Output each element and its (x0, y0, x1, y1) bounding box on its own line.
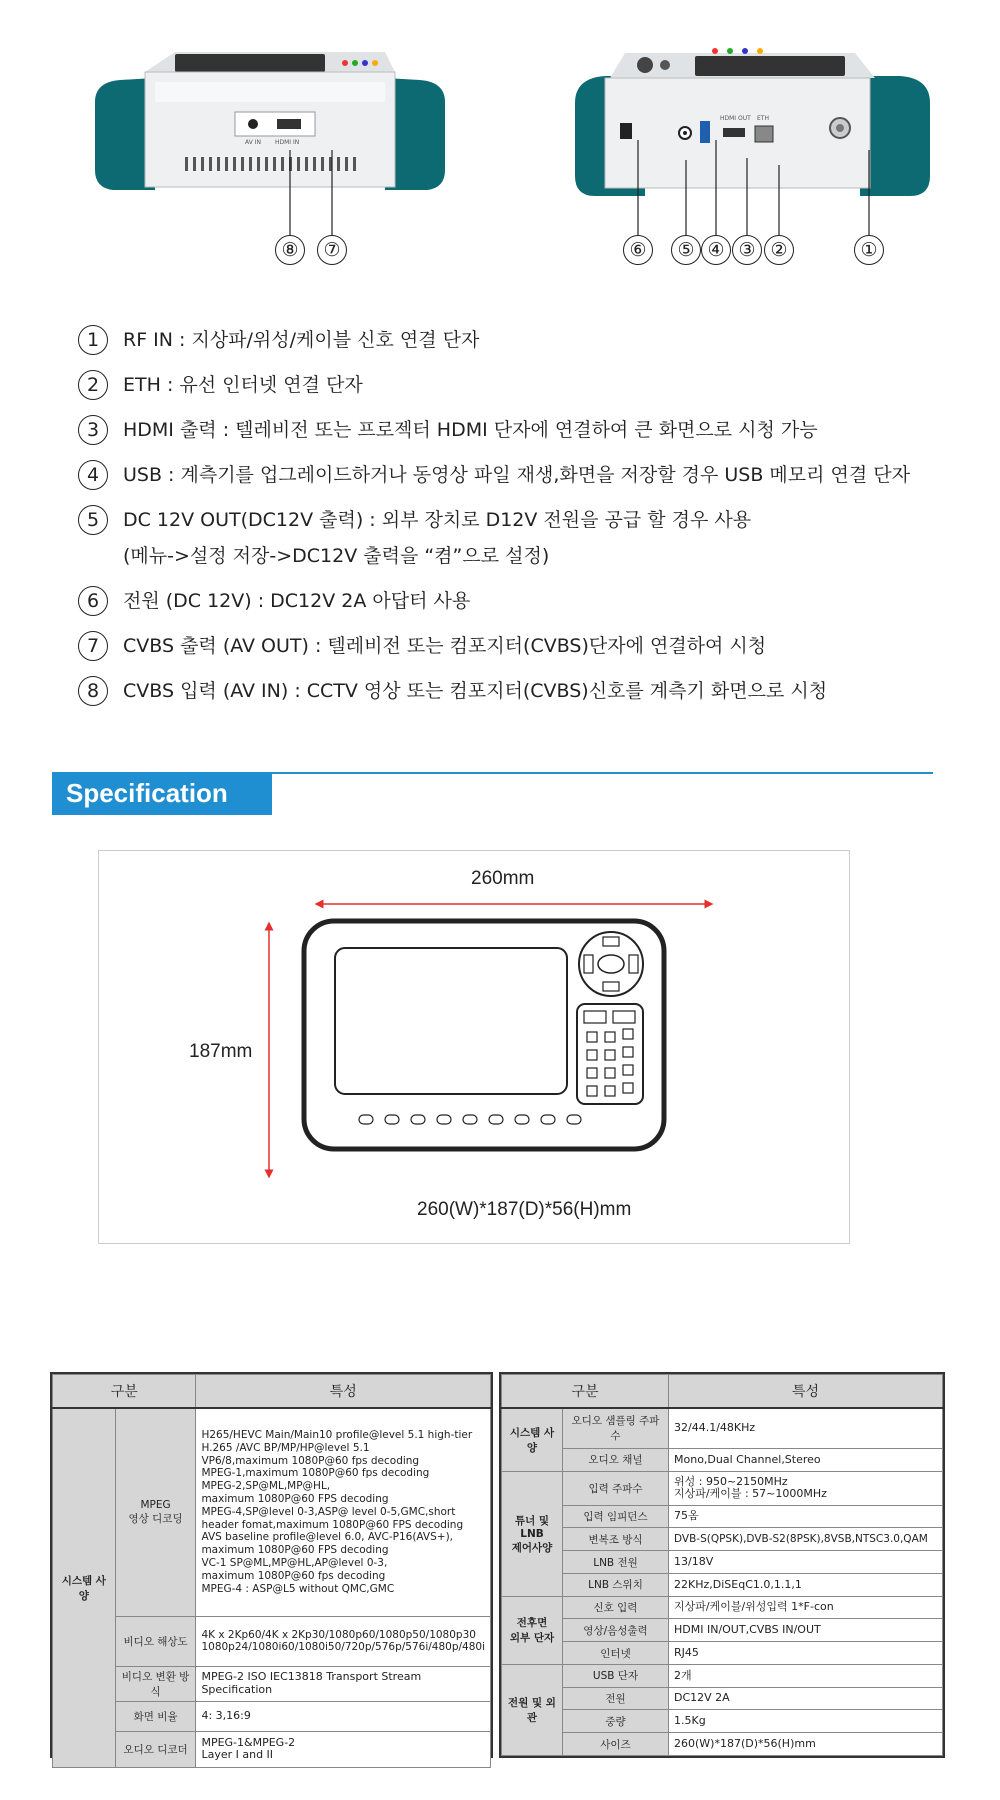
callout-3: ③ (732, 235, 762, 265)
port-item-3: 3 HDMI 출력 : 텔레비전 또는 프로젝터 HDMI 단자에 연결하여 큰 화면으로 시청 가능 (78, 415, 978, 445)
port-item-5: 5 DC 12V OUT(DC12V 출력) : 외부 장치로 D12V 전원을 공급 할 경우 사용 (메뉴->설정 저장->DC12V 출력을 “켬”으로 설정) (78, 505, 978, 571)
spec-table-right: 구분 특성 시스템 사양 오디오 샘플링 주파수 32/44.1/48KHz 오디오 채널 Mono,Dual Channel,Stereo 튜너 및 LNB 제어사양 입력 주파수 위성 : 950~2150MHz 지상파/케이블 : 57~1000MHz 입력 임피던스 75옴 변복조 방식 DVB-S(QPSK),DVB-S2(8PSK),8VSB,NTSC3.0,QAM LNB 전원 13/18V LNB 스위치 22KHz,DiSEqC1.0,1.1,1 전후면 외부 단자 신호 입력 지상파/케이블/위성입력 1*F-con 영상/음성출력 HDMI IN/OUT,CVBS IN/OUT 인터넷 RJ45 전원 및 외관 USB 단자 2개 전원 DC12V 2A 중량 1.5Kg 사이즈 260(W)*187(D)*56(H)mm (499, 1372, 945, 1758)
callout-7: ⑦ (317, 235, 347, 265)
port-item-7: 7 CVBS 출력 (AV OUT) : 텔레비전 또는 컴포지터(CVBS)단자에 연결하여 시청 (78, 631, 978, 661)
dimension-box (98, 850, 850, 1244)
callout-4: ④ (701, 235, 731, 265)
callout-5: ⑤ (671, 235, 701, 265)
svg-text:HDMI IN: HDMI IN (275, 139, 300, 146)
port-item-4: 4 USB : 계측기를 업그레이드하거나 동영상 파일 재생,화면을 저장할 경우 USB 메모리 연결 단자 (78, 460, 978, 490)
svg-text:ETH: ETH (757, 115, 769, 122)
port-description-list (78, 325, 978, 706)
port-item-2: 2 ETH : 유선 인터넷 연결 단자 (78, 370, 978, 400)
port-item-6: 6 전원 (DC 12V) : DC12V 2A 아답터 사용 (78, 586, 978, 616)
svg-text:AV IN: AV IN (245, 139, 261, 146)
spec-table-left: 구분 특성 시스템 사양 MPEG 영상 디코딩 H265/HEVC Main/Main10 profile@level 5.1 high-tier H.265 /AVC BP/MP/HP@level 5.1 VP6/8,maximum 1080P@60 fps decoding MPEG-1,maximum 1080P@60 fps decoding MPEG-2,SP@ML,MP@HL, maximum 1080P@60 FPS decoding MPEG-4,SP@level 0-3,ASP@ level 0-5,GMC,short header fomat,maximum 1080P@60 FPS decoding AVS baseline profile@level 6.0, AVC-P16(AVS+), maximum 1080P@60 FPS decoding VC-1 SP@ML,MP@HL,AP@level 0-3, maximum 1080P@60 fps decoding MPEG-4 : ASP@L5 without QMC,GMC 비디오 해상도 4K x 2Kp60/4K x 2Kp30/1080p60/1080p50/1080p30 1080p24/1080i60/1080i50/720p/576p/576i/480p/480i 비디오 변환 방식 MPEG-2 ISO IEC13818 Transport Stream Specification 화면 비율 4: 3,16:9 오디오 디코더 MPEG-1&MPEG-2 Layer I and II (50, 1372, 493, 1758)
width-label: 260mm (471, 868, 535, 889)
port-item-1: 1 RF IN : 지상파/위성/케이블 신호 연결 단자 (78, 325, 978, 355)
device-front-view (95, 42, 445, 192)
callout-2: ② (764, 235, 794, 265)
callout-8: ⑧ (275, 235, 305, 265)
height-label: 187mm (189, 1041, 253, 1062)
overall-size-label: 260(W)*187(D)*56(H)mm (417, 1199, 632, 1220)
device-outline-drawing (99, 851, 849, 1243)
spec-title: Specification (52, 772, 272, 815)
port-item-8: 8 CVBS 입력 (AV IN) : CCTV 영상 또는 컴포지터(CVBS)신호를 계측기 화면으로 시청 (78, 676, 978, 706)
device-rear-view (575, 48, 930, 198)
callout-1: ① (854, 235, 884, 265)
callout-6: ⑥ (623, 235, 653, 265)
svg-text:HDMI OUT: HDMI OUT (720, 115, 751, 122)
